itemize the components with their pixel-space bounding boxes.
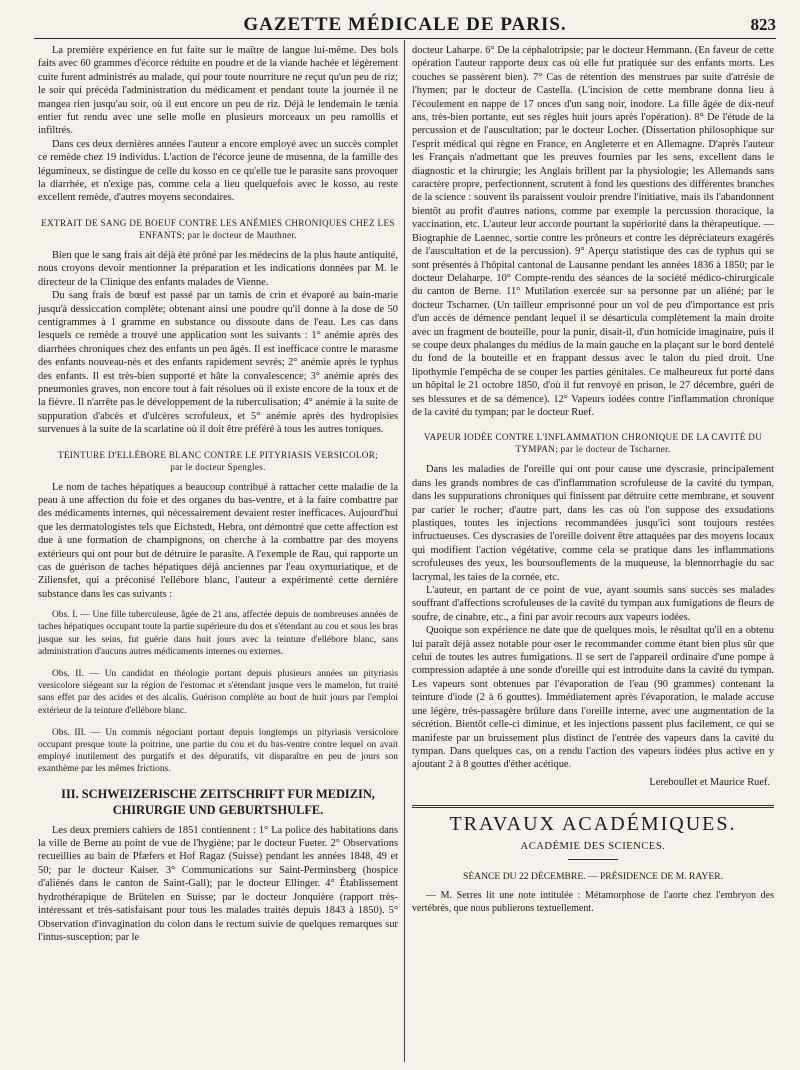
- section-author: par le docteur Spengles.: [170, 461, 266, 472]
- paragraph: Dans les maladies de l'oreille qui ont pour cause une dyscrasie, principalement dans les grands nombres de cas d'inflammation scrofuleuse de la cavité du tympan, dans les suppurations chroniques qui finissent par détruire cette membrane, et souvent par carier le rocher; d'autre part, dans les cas où l'on suppose des exsudations plastiques, toutes les injections recommandées jusqu'ici sont toujours restées infructueuses. Ces dyscrasies de l'oreille doivent être attaquées par des moyens locaux qui modifient l'action végétative, comme cela se pratique dans les inflammations scrofuleuses des yeux, les boursouflements de la muqueuse, la blennorrhagie du sac lacrymal, les taies de la cornée, etc.: [412, 464, 774, 583]
- paragraph: Bien que le sang frais ait déjà été prôné par les médecins de la plus haute antiquité, nous croyons devoir mentionner la préparation et les indications données par M. le directeur de la Clinique des enfants malades de Vienne.: [38, 249, 398, 288]
- paragraph: — M. Serres lit une note intitulée : Métamorphose de l'aorte chez l'embryon des vertébrés, que nous publierons textuellement.: [412, 890, 774, 915]
- section-author: ; par le docteur de Tscharner.: [555, 444, 671, 455]
- page-number: 823: [750, 15, 776, 34]
- paragraph: L'auteur, en partant de ce point de vue, ayant soumis sans succès ses malades souffrant d'affections scrofuleuses de la cavité du tympan aux fumigations de fleurs de soufre, de cinabre, etc., a fini par avoir recours aux vapeurs iodées.: [412, 585, 774, 623]
- seance-line: SÉANCE DU 22 DÉCEMBRE. — PRÉSIDENCE DE M. RAYER.: [462, 870, 724, 882]
- left-column: [38, 44, 398, 944]
- section-heading: [38, 217, 398, 241]
- paragraph: Le nom de taches hépatiques a beaucoup contribué à rattacher cette maladie de la peau à une affection du foie et des organes du bas-ventre, et à la faire combattre par des médicaments internes, qui nécessairement devaient rester inefficaces. Aujourd'hui que les dermatologistes tels que Eichstedt, Hebra, ont démontré que cette affection est due à une formation de champignons, on cherche à la combattre par des moyens extérieurs qui ont pour but de détruire le parasite. A l'exemple de Rau, qui rapporte un cas de guérison de taches hépatiques déjà anciennes par l'eau oxymuriatique, et de Ziliensfet, qui a préconisé l'ellébore blanc, l'auteur a expérimenté cette dernière substance dans les cas suivants :: [38, 481, 398, 600]
- journal-heading: III. SCHWEIZERISCHE ZEITSCHRIFT FUR MEDIZIN, CHIRURGIE UND GEBURTSHULFE.: [61, 786, 375, 817]
- academie-heading: ACADÉMIE DES SCIENCES.: [520, 840, 666, 852]
- double-rule: [412, 805, 774, 808]
- page-header: [34, 10, 776, 38]
- journal-title: GAZETTE MÉDICALE DE PARIS.: [243, 14, 567, 35]
- paragraph: Dans ces deux dernières années l'auteur a encore employé avec un succès complet ce remède chez 19 individus. L'action de l'écorce jeune de musenna, de la famille des légumineux, se distingue de celle du kosso en ce qu'elle tue le parasite sans provoquer la diarrhée, et n'exige pas, comme cela a lieu quelquefois avec le kosso, au reste excellent remède, d'autres moyens secondaires.: [38, 138, 398, 204]
- signature: Lereboullet et Maurice Ruef.: [649, 776, 770, 788]
- header-rule: [34, 38, 776, 39]
- observation: Obs. I. — Une fille tuberculeuse, âgée de 21 ans, affectée depuis de nombreuses années de taches hépatiques occupant toute la partie supérieure du dos et s'étendant au cou et sous les bras jusque sur les seins, fut guérie dans huit jours avec la teinture d'ellébore blanc, sans administration d'aucuns autres médicaments internes ou externes.: [38, 610, 398, 657]
- paragraph: La première expérience en fut faite sur le maître de langue lui-même. Des bols faits avec 60 grammes d'écorce réduite en poudre et de la viande hachée et légèrement cuite furent administrés au malade, qui pour toute nourriture ne reçut qu'un peu de riz; le soir qui précéda l'administration du médicament et pendant toute la journée il ne mangea rien jusqu'au soir, où il eut encore un peu de riz. Déjà le lendemain le tænia entier fut rendu avec une selle molle en plusieurs morceaux un peu ramollis et infiltrés.: [38, 45, 398, 137]
- section-heading: [38, 449, 398, 473]
- paragraph: docteur Laharpe. 6° De la céphalotripsie; par le docteur Hemmann. (En faveur de cette opération l'auteur rapporte deux cas où elle fut pratiquée sur des enfants morts. Les couches se passèrent bien). 7° Cas de rétention des menstrues par suite d'atrésie de l'hymen; par le docteur de Castella. (L'incision de cette membrane donna lieu à l'écoulement en nappe de 17 onces d'un sang noir, inodore. La fille âgée de dix-neuf ans, très-bien portante, eut ses règles huit jours après l'opération). 8° De l'étude de la percussion et de l'auscultation; par le docteur Locher. (Dissertation philosophique sur l'esprit médical qui règne en France, en Angleterre et en Allemagne. D'après l'auteur les Français n'admettant que les preuves fournies par les sens, excellent dans le diagnostic et la chirurgie; les Anglais brillent par la physiologie; les Allemands sans caractère propre, perfectionnent, scrutent à fond les questions des différentes branches de la science : souvent ils paraissent vouloir prendre l'initiative, mais ils l'abandonnent bientôt au profit d'autres nations, comme par exemple la percussion thoracique, la vaccination, etc. L'auteur leur accorde pourtant la supériorité dans la thérapeutique. — Biographie de Laennec, sortie contre les prôneurs et contre les dépréciateurs exagérés de l'auscultation et de la percussion). 9° Aperçu statistique des cas de typhus qui se sont présentés à l'hôpital cantonal de Lausanne pendant les années 1836 à 1850; par le docteur Delaharpe. 10° Compte-rendu des séances de la société médico-chirurgicale du canton de Berne. 11° Mutilation exercée sur sa personne par un aliéné; par le docteur Tscharner. (Un tailleur emprisonné pour un vol de peu d'importance est pris d'un accès de démence pendant lequel il se désarticula complètement la main droite avec un fragment de bouteille, pour la punir, disait-il, d'un homicide imaginaire, puis il se coupe deux phalanges du médius de la main gauche en la plaçant sur le bord dentelé du fond de la bouteille et en frappant dessus avec le talon du pied droit. Une lipothymie l'empêcha de se couper les parties génitales. Ce malheureux fut porté dans un hôpital le 21 octobre 1850, d'où il fut renvoyé en prison, le 27 décembre, guéri de ses blessures et de sa démence). 12° Vapeurs iodées contre l'inflammation chronique de la cavité du tympan; par le docteur Ruef.: [412, 45, 774, 418]
- section-author: ; par le docteur de Mauthner.: [181, 229, 297, 240]
- section-heading: [412, 431, 774, 455]
- paragraph: Quoique son expérience ne date que de quelques mois, le résultat qu'il en a obtenu lui paraît déjà assez notable pour oser le recommander comme étant bien plus sûr que celui de toutes les autres fumigations. Il se sert de l'appareil ordinaire d'une pompe à compression adaptée à une sonde d'oreille qui est introduite dans la cavité du tympan. Les vapeurs sont obtenues par l'évaporation de l'eau (90 grammes) contenant la teinture d'iode (2 à 6 gouttes). Immédiatement après l'évaporation, le malade accuse une légère, très-passagère brûlure dans l'oreille interne, avec une augmentation de la sécrétion. Bientôt celle-ci diminue, et les injections passent plus facilement, ce qui se manifeste par un bruissement plus distinct de l'entrée des vapeurs dans la cavité du tympan. Dans quelques cas, on a rendu l'action des vapeurs iodées plus active en y ajoutant 2 à 8 gouttes d'éther acétique.: [412, 625, 774, 771]
- paragraph: Les deux premiers cahiers de 1851 contiennent : 1° La police des habitations dans la ville de Berne au point de vue de l'hygiène; par le docteur Fueter. 2° Observations recueillies au bain de Pfæfers et Hof Ragaz (Suisse) pendant les années 1848, 49 et 50; par le docteur Kaiser. 3° Communications sur Saint-Perminsberg (hospice d'aliénés dans le canton de Saint-Gall); par le docteur Ellinger. 4° Établissement hydrothérapique de Brütelen en Suisse; par le docteur Jonquière (rapport très-intéressant et très-satisfaisant pour tous les malades traités depuis 1843 à 1850). 5° Observation d'invagination du colon dans le rectum suivie de quelques remarques sur l'intus-susception; par le: [38, 824, 398, 943]
- section-title: TEINTURE D'ELLÉBORE BLANC CONTRE LE PITYRIASIS VERSICOLOR;: [57, 449, 379, 460]
- observation: Obs. II. — Un candidat en théologie portant depuis plusieurs années un pityriasis versicolore siégeant sur la région de l'estomac et s'étendant jusque vers le mamelon, fut traité sans effet par des acides et des alcalis. Guérison complète au bout de huit jours par l'emploi extérieur de la teinture d'ellébore blanc.: [38, 669, 398, 716]
- section-title: EXTRAIT DE SANG DE BOEUF CONTRE LES ANÉMIES CHRONIQUES CHEZ LES ENFANTS: [41, 217, 395, 240]
- short-rule: [568, 859, 618, 860]
- section-title: VAPEUR IODÉE CONTRE L'INFLAMMATION CHRONIQUE DE LA CAVITÉ DU TYMPAN: [423, 432, 763, 455]
- travaux-heading: TRAVAUX ACADÉMIQUES.: [449, 813, 737, 836]
- observations: [38, 609, 398, 775]
- right-column: [412, 44, 774, 915]
- column-divider: [404, 40, 405, 1062]
- observation: Obs. III. — Un commis négociant portant depuis longtemps un pityriasis versicolore occupant presque toute la poitrine, une partie du cou et du bas-ventre contre lequel on avait employé inutilement des purgatifs et des dépuratifs, vit disparaître en peu de jours son exanthème par les mêmes frictions.: [38, 727, 398, 775]
- paragraph: Du sang frais de bœuf est passé par un tamis de crin et évaporé au bain-marie jusqu'à dessiccation complète; obtenant ainsi une poudre qu'il donne à la dose de 50 centigrammes à 1 gramme en substance ou dissoute dans de l'eau. Les cas dans lesquels ce remède a trouvé une application sont les suivants : 1° anémie après des diarrhées chroniques chez des enfants un peu âgés. Il est inefficace contre le marasme des enfants nouveau-nés et des enfants rapidement sevrés; 2° anémie après le typhus des enfants. Il est très-bien supporté et hâte la convalescence; 3° anémie après des pneumonies graves, non encore tout à fait résolues où il existe encore de la toux et de la fièvre. Il n'arrête pas le développement de la tuberculisation; 4° anémie à la suite de suppuration d'abcès et d'ulcères scrofuleux, et 5° anémie après des hydropisies survenues à la suite de la scarlatine où il doit être préféré à tous les autres toniques.: [38, 290, 398, 436]
